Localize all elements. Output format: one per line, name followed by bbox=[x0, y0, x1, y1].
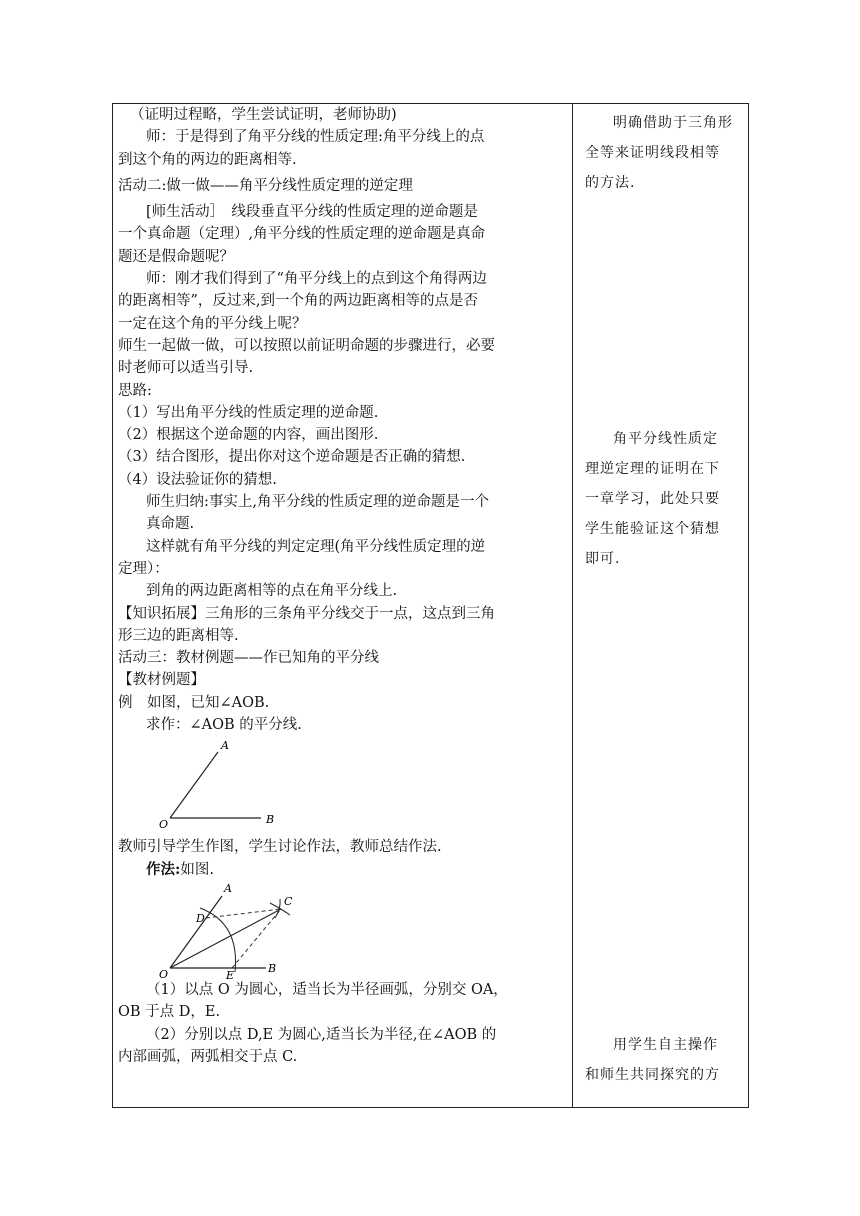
text-line: 题还是假命题呢？ bbox=[118, 248, 234, 265]
text-line: 到角的两边距离相等的点在角平分线上. bbox=[146, 583, 398, 600]
list-item: （4）设法验证你的猜想. bbox=[118, 471, 277, 488]
text-line: 这样就有角平分线的判定定理(角平分线性质定理的逆 bbox=[146, 538, 486, 555]
text-line: 师生归纳:事实上,角平分线的性质定理的逆命题是一个 bbox=[146, 494, 489, 511]
text-line: 求作：∠AOB 的平分线. bbox=[146, 717, 302, 734]
method-text: 如图. bbox=[180, 861, 214, 878]
note-line: 明确借助于三角形 bbox=[613, 115, 733, 131]
step-line: OB 于点 D，E. bbox=[118, 1004, 221, 1021]
note-line: 理逆定理的证明在下 bbox=[585, 461, 720, 477]
section-heading: 活动二:做一做——角平分线性质定理的逆定理 bbox=[118, 177, 413, 194]
figure-label-b: B bbox=[266, 813, 275, 827]
step-line: 内部画弧，两弧相交于点 C. bbox=[118, 1048, 298, 1065]
figure-label-d: D bbox=[196, 911, 205, 925]
text-line: 定理）： bbox=[118, 560, 169, 577]
note-line: 全等来证明线段相等 bbox=[585, 145, 720, 161]
note-line: 用学生自主操作 bbox=[613, 1037, 718, 1053]
text-line: 师：刚才我们得到了“角平分线上的点到这个角得两边 bbox=[146, 271, 487, 288]
note-line: 学生能验证这个猜想 bbox=[585, 521, 720, 537]
note-line: 一章学习，此处只要 bbox=[585, 491, 720, 507]
design-note-2 bbox=[585, 424, 741, 574]
figure-label-a: A bbox=[224, 881, 232, 895]
text-line: 真命题. bbox=[146, 516, 195, 533]
figure-label-a: A bbox=[221, 739, 229, 753]
text-line: 形三边的距离相等. bbox=[118, 627, 239, 644]
text-line: 时老师可以适当引导. bbox=[118, 360, 254, 377]
list-item: （3）结合图形，提出你对这个逆命题是否正确的猜想. bbox=[118, 449, 466, 466]
text-line: 例 如图，已知∠AOB. bbox=[118, 694, 270, 711]
text-line: （证明过程略，学生尝试证明，老师协助) bbox=[130, 107, 397, 123]
text-line: 师生一起做一做，可以按照以前证明命题的步骤进行，必要 bbox=[118, 337, 495, 354]
text-line: 【教材例题】 bbox=[118, 672, 205, 689]
note-line: 角平分线性质定 bbox=[613, 431, 718, 447]
text-line bbox=[118, 859, 568, 881]
text-line: 一个真命题（定理）,角平分线的性质定理的逆命题是真命 bbox=[118, 226, 486, 243]
text-line: 【知识拓展】三角形的三条角平分线交于一点，这点到三角 bbox=[118, 605, 495, 622]
method-label: 作法: bbox=[146, 860, 181, 878]
text-line: 教师引导学生作图，学生讨论作法，教师总结作法. bbox=[118, 839, 442, 856]
text-line: 到这个角的两边的距离相等. bbox=[118, 151, 297, 168]
text-line: 一定在这个角的平分线上呢？ bbox=[118, 315, 307, 332]
list-item: （2）根据这个逆命题的内容，画出图形. bbox=[118, 427, 379, 444]
note-line: 和师生共同探究的方 bbox=[585, 1067, 720, 1083]
teaching-content bbox=[118, 104, 568, 1068]
step-line: （1）以点 O 为圆心，适当长为半径画弧，分别交 OA， bbox=[146, 981, 508, 998]
angle-aob-figure bbox=[118, 736, 568, 836]
section-heading: 活动三：教材例题——作已知角的平分线 bbox=[118, 650, 379, 667]
note-line: 的方法. bbox=[585, 175, 636, 191]
figure-label-c: C bbox=[284, 894, 293, 908]
text-line: [师生活动］ 线段垂直平分线的性质定理的逆命题是 bbox=[146, 204, 478, 221]
bisector-construction-figure bbox=[118, 881, 568, 979]
step-line: （2）分别以点 D,E 为圆心,适当长为半径,在∠AOB 的 bbox=[146, 1026, 497, 1043]
design-note-1 bbox=[585, 108, 741, 198]
design-note-3 bbox=[585, 1030, 741, 1090]
text-line: 的距离相等”，反过来,到一个角的两边距离相等的点是否 bbox=[118, 293, 479, 310]
text-line: 思路: bbox=[118, 382, 152, 399]
column-divider bbox=[572, 103, 573, 1108]
figure-label-b: B bbox=[268, 961, 277, 975]
text-line: 师：于是得到了角平分线的性质定理:角平分线上的点 bbox=[146, 129, 485, 146]
figure-label-o: O bbox=[159, 967, 169, 979]
figure-label-e: E bbox=[226, 968, 235, 979]
list-item: （1）写出角平分线的性质定理的逆命题. bbox=[118, 404, 379, 421]
note-line: 即可. bbox=[585, 551, 621, 567]
figure-label-o: O bbox=[159, 818, 169, 832]
